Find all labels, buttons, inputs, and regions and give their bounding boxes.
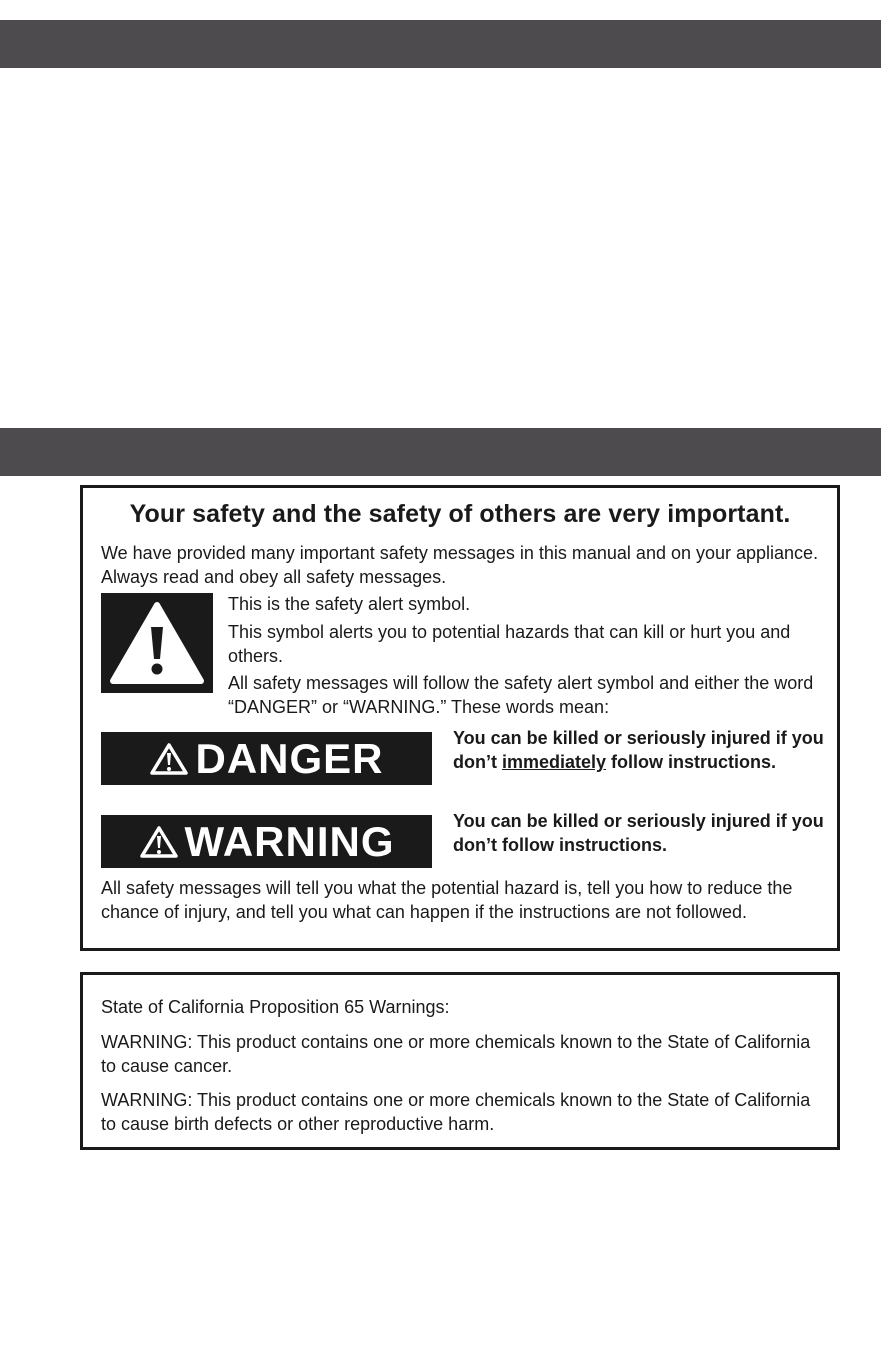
top-header-band <box>0 20 881 68</box>
danger-meaning <box>453 726 833 774</box>
prop65-heading: State of California Proposition 65 Warnings: <box>101 997 450 1017</box>
warning-triangle-icon <box>101 593 213 693</box>
prop65-cancer-warning: WARNING: This product contains one or more chemicals known to the State of California to cause cancer. <box>101 1032 811 1076</box>
safety-alert-symbol <box>101 593 213 693</box>
prop65-birth-defects-warning: WARNING: This product contains one or more chemicals known to the State of California to cause birth defects or other reproductive harm. <box>101 1090 811 1134</box>
warning-meaning: You can be killed or seriously injured if you don’t follow instructions. <box>453 811 824 855</box>
signal-words-explanation: All safety messages will follow the safety alert symbol and either the word “DANGER” or “WARNING.” These words mean: <box>228 673 814 717</box>
warning-label <box>101 815 432 868</box>
safety-title: Your safety and the safety of others are very important. <box>129 500 791 528</box>
warning-word: WARNING <box>184 817 395 865</box>
exclamation-triangle-icon <box>149 742 189 776</box>
danger-meaning-part2: follow instructions. <box>606 752 777 772</box>
exclamation-triangle-icon <box>139 825 179 859</box>
safety-box <box>80 485 840 951</box>
danger-meaning-part1: You can be killed or seriously injured if you don’t <box>453 728 824 772</box>
alert-symbol-description: This symbol alerts you to potential hazards that can kill or hurt you and others. <box>228 622 791 666</box>
safety-outro: All safety messages will tell you what the potential hazard is, tell you how to reduce the chance of injury, and tell you what can happen if the instructions are not followed. <box>101 878 793 922</box>
section-header-band <box>0 428 881 476</box>
danger-meaning-emphasis: immediately <box>501 752 607 772</box>
safety-intro: We have provided many important safety messages in this manual and on your appliance. Always read and obey all safety messages. <box>101 543 819 587</box>
danger-word: DANGER <box>195 734 384 782</box>
prop65-box <box>80 972 840 1150</box>
danger-label <box>101 732 432 785</box>
alert-symbol-text: This is the safety alert symbol. <box>228 594 471 614</box>
